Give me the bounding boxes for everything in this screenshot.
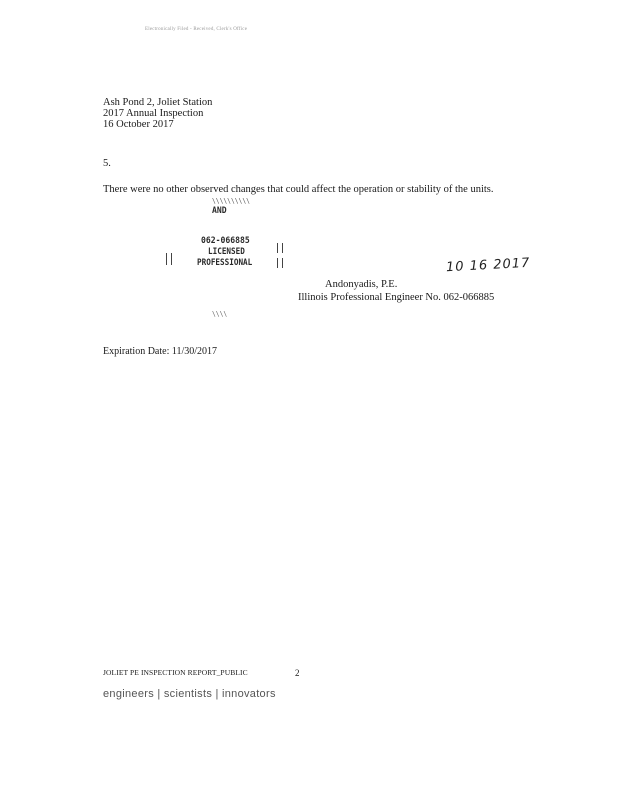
seal-tick-mark bbox=[166, 253, 172, 265]
header-date: 16 October 2017 bbox=[103, 119, 174, 130]
filing-stamp: Electronically Filed - Received, Clerk's Office bbox=[145, 27, 248, 32]
seal-tick-mark bbox=[277, 243, 283, 253]
seal-partial-top: \\\\\\\\\\ bbox=[212, 197, 250, 205]
section-number: 5. bbox=[103, 158, 111, 169]
header-site: Ash Pond 2, Joliet Station bbox=[103, 97, 213, 108]
engineer-name: Andonyadis, P.E. bbox=[325, 279, 398, 290]
handwritten-date: 10 16 2017 bbox=[445, 255, 531, 276]
header-report: 2017 Annual Inspection bbox=[103, 108, 204, 119]
seal-partial-text: AND bbox=[212, 206, 227, 216]
seal-license-number: 062-066885 bbox=[201, 236, 250, 246]
seal-professional-label: PROFESSIONAL bbox=[197, 258, 253, 268]
seal-licensed-label: LICENSED bbox=[208, 247, 245, 257]
seal-partial-bottom: \\\\ bbox=[212, 310, 228, 318]
seal-tick-mark bbox=[277, 258, 283, 268]
footer-report-title: JOLIET PE INSPECTION REPORT_PUBLIC bbox=[103, 668, 248, 677]
footer-tagline: engineers | scientists | innovators bbox=[103, 688, 276, 700]
section-statement: There were no other observed changes that could affect the operation or stability of the units. bbox=[103, 184, 494, 195]
license-expiration: Expiration Date: 11/30/2017 bbox=[103, 346, 218, 357]
page-number: 2 bbox=[295, 668, 300, 678]
engineer-license: Illinois Professional Engineer No. 062-066885 bbox=[298, 292, 495, 303]
